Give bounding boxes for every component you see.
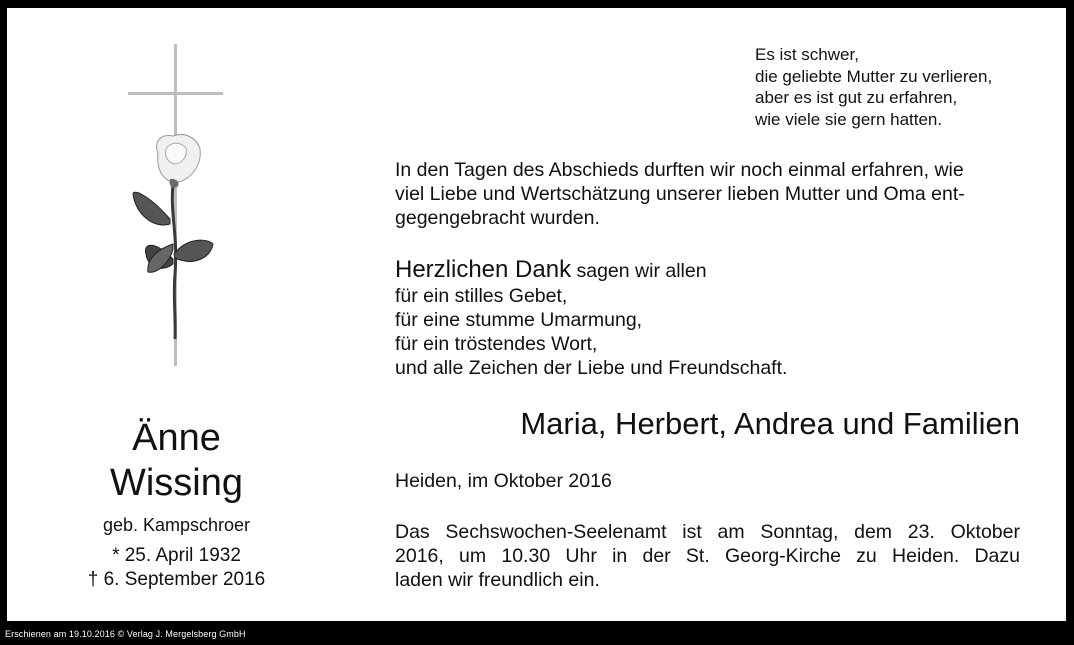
thanks-heading-emphasis: Herzlichen Dank: [395, 256, 572, 283]
notice-line: 2016, um 10.30 Uhr in der St. Georg-Kirche zu Heiden. Dazu: [395, 545, 1020, 567]
thanks-line: für eine stumme Umarmung,: [395, 309, 643, 331]
poem-line: die geliebte Mutter zu verlieren,: [755, 66, 993, 86]
death-date: † 6. September 2016: [87, 569, 266, 590]
maiden-name: geb. Kampschroer: [102, 515, 251, 535]
life-dates: [60, 544, 293, 592]
thanks-heading-rest: sagen wir allen: [571, 260, 707, 282]
thanks-line: für ein stilles Gebet,: [395, 285, 568, 307]
deceased-info: [60, 416, 293, 592]
thanks-block: [395, 257, 1020, 380]
intro-line: In den Tagen des Abschieds durften wir noch einmal erfahren, wie: [395, 159, 964, 181]
deceased-first-name: Änne: [132, 417, 221, 459]
place-date: Heiden, im Oktober 2016: [395, 470, 612, 492]
poem-line: wie viele sie gern hatten.: [755, 109, 943, 129]
intro-line: viel Liebe und Wertschätzung unserer lieben Mutter und Oma ent-: [395, 183, 965, 205]
notice-line: laden wir freundlich ein.: [395, 569, 600, 591]
thanks-line: für ein tröstendes Wort,: [395, 333, 598, 355]
intro-paragraph: [395, 158, 1020, 230]
poem-line: aber es ist gut zu erfahren,: [755, 88, 958, 107]
intro-line: gegengebracht wurden.: [395, 207, 600, 229]
thanks-heading: [395, 257, 1020, 284]
poem-line: Es ist schwer,: [755, 45, 859, 64]
deceased-last-name: Wissing: [109, 462, 244, 504]
publication-credit: Erschienen am 19.10.2016 © Verlag J. Mergelsberg GmbH: [5, 629, 246, 639]
birth-date: * 25. April 1932: [112, 545, 241, 566]
poem: [755, 44, 992, 130]
cross-with-rose-icon: [118, 44, 228, 370]
family-signature: Maria, Herbert, Andrea und Familien: [520, 406, 1020, 441]
mass-notice: [395, 520, 1020, 592]
notice-line: Das Sechswochen-Seelenamt ist am Sonntag, dem 23. Oktober: [395, 521, 1020, 543]
thanks-line: und alle Zeichen der Liebe und Freundschaft.: [395, 357, 788, 379]
